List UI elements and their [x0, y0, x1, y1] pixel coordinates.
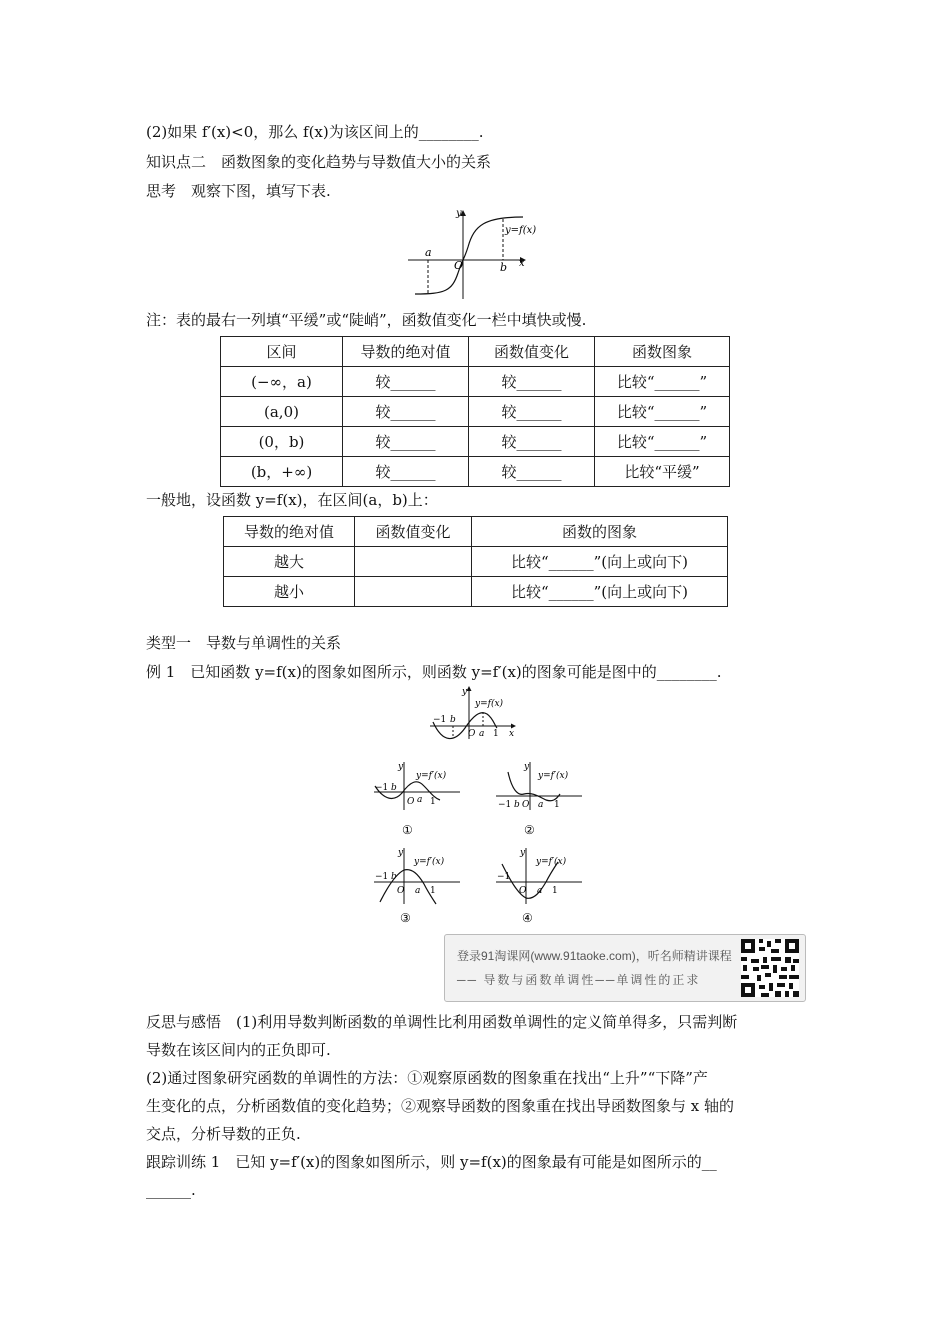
option-figure-2 [494, 760, 589, 844]
option-figure-4 [494, 846, 589, 930]
table-cell: 较______ [343, 457, 469, 487]
example-1: 例 1 已知函数 y=f(x)的图象如图所示，则函数 y=f′(x)的图象可能是图中的________. [146, 663, 722, 681]
table-row [224, 577, 728, 607]
table-1-col-2: 函数值变化 [469, 337, 595, 367]
table-1 [220, 336, 730, 487]
table-cell: 较______ [469, 457, 595, 487]
option-figure-3 [372, 846, 467, 930]
opt1-b: b [391, 783, 397, 793]
opt3-neg1: −1 [375, 872, 389, 882]
opt2-y: y [524, 762, 530, 772]
text-general: 一般地，设函数 y=f(x)，在区间(a，b)上： [146, 491, 438, 509]
opt3-one: 1 [430, 886, 436, 896]
opt4-o: O [519, 886, 527, 896]
text-line-1: (2)如果 f′(x)<0，那么 f(x)为该区间上的________. [146, 123, 484, 141]
table-2-col-2: 函数的图象 [472, 517, 728, 547]
opt3-label: y=f′(x) [414, 857, 445, 867]
banner-line-1: 登录91淘课网(www.91taoke.com)，听名师精讲课程 [457, 949, 732, 963]
table-cell: 较______ [469, 367, 595, 397]
table-cell: 越大 [224, 547, 355, 577]
fig1-x: x [519, 258, 525, 269]
table-cell: 比较“______” [595, 427, 730, 457]
opt1-a: a [417, 795, 423, 805]
table-row [221, 367, 730, 397]
fig2-top-label: y=f(x) [475, 699, 504, 709]
table-cell [355, 577, 472, 607]
fig1-curve-label: y=f(x) [505, 225, 537, 236]
table-cell: 比较“______”(向上或向下) [472, 577, 728, 607]
qr-code-icon [741, 939, 799, 997]
opt4-label: y=f′(x) [536, 857, 567, 867]
fig2-top-o: O [468, 729, 476, 739]
opt3-o: O [397, 886, 405, 896]
opt1-o: O [407, 797, 415, 807]
text-think: 思考 观察下图，填写下表. [146, 182, 331, 200]
table-cell: 比较“______” [595, 397, 730, 427]
table-cell: (−∞，a) [221, 367, 343, 397]
opt2-num: ② [524, 823, 535, 837]
opt3-b: b [391, 872, 397, 882]
table-2 [223, 516, 728, 607]
opt1-y: y [398, 762, 404, 772]
table-1-col-1: 导数的绝对值 [343, 337, 469, 367]
table-cell: 较______ [469, 427, 595, 457]
training-1-blank: ______. [146, 1181, 196, 1199]
table-2-header [224, 517, 728, 547]
opt1-label: y=f′(x) [416, 771, 447, 781]
table-cell [355, 547, 472, 577]
opt3-num: ③ [400, 911, 411, 925]
section-type-1: 类型一 导数与单调性的关系 [146, 634, 342, 652]
opt4-neg1: −1 [497, 872, 511, 882]
opt2-a: a [538, 800, 544, 810]
opt4-a: a [537, 886, 543, 896]
table-1-col-3: 函数图象 [595, 337, 730, 367]
reflection-2: 导数在该区间内的正负即可. [146, 1041, 331, 1059]
table-cell: 较______ [343, 397, 469, 427]
table-cell: 比较“平缓” [595, 457, 730, 487]
table-cell: 较______ [343, 367, 469, 397]
text-note: 注：表的最右一列填“平缓”或“陡峭”，函数值变化一栏中填快或慢. [146, 311, 587, 329]
training-1: 跟踪训练 1 已知 y=f′(x)的图象如图所示，则 y=f(x)的图象最有可能是如图所示的__ [146, 1153, 717, 1171]
table-cell: 比较“______” [595, 367, 730, 397]
fig2-top-b: b [450, 715, 456, 725]
course-banner[interactable] [444, 934, 806, 1002]
fig2-top-x: x [509, 729, 515, 739]
table-row [221, 397, 730, 427]
table-2-col-1: 函数值变化 [355, 517, 472, 547]
table-row [221, 457, 730, 487]
fig2-top-a: a [479, 729, 485, 739]
table-1-header [221, 337, 730, 367]
opt2-b: b [514, 800, 520, 810]
reflection-4: 生变化的点，分析函数值的变化趋势；②观察导函数的图象重在找出导函数图象与 x 轴的 [146, 1097, 734, 1115]
table-row [221, 427, 730, 457]
opt1-one: 1 [430, 797, 436, 807]
table-1-col-0: 区间 [221, 337, 343, 367]
opt1-neg1: −1 [375, 783, 389, 793]
opt3-y: y [398, 848, 404, 858]
table-cell: (a,0) [221, 397, 343, 427]
table-cell: (0，b) [221, 427, 343, 457]
opt2-o: O [522, 800, 530, 810]
reflection-3: (2)通过图象研究函数的单调性的方法：①观察原函数的图象重在找出“上升”“下降”产 [146, 1069, 708, 1087]
fig2-top-neg1: −1 [433, 715, 447, 725]
table-cell: 较______ [469, 397, 595, 427]
table-cell: (b，+∞) [221, 457, 343, 487]
opt4-num: ④ [522, 911, 533, 925]
opt2-one: 1 [554, 800, 560, 810]
opt4-one: 1 [552, 886, 558, 896]
figure-2-top [425, 684, 525, 746]
table-cell: 比较“______”(向上或向下) [472, 547, 728, 577]
section-heading: 知识点二 函数图象的变化趋势与导数值大小的关系 [146, 153, 492, 171]
reflection-5: 交点，分析导数的正负. [146, 1125, 301, 1143]
figure-1 [400, 203, 540, 307]
option-figure-1 [372, 760, 467, 844]
table-row [224, 547, 728, 577]
fig1-y: y [456, 208, 462, 219]
opt1-num: ① [402, 823, 413, 837]
fig1-b: b [500, 261, 508, 274]
fig1-o: O [454, 259, 464, 272]
opt4-y: y [520, 848, 526, 858]
table-cell: 较______ [343, 427, 469, 457]
opt3-a: a [415, 886, 421, 896]
opt2-label: y=f′(x) [538, 771, 569, 781]
table-cell: 越小 [224, 577, 355, 607]
opt2-neg1: −1 [498, 800, 512, 810]
table-2-col-0: 导数的绝对值 [224, 517, 355, 547]
reflection-1: 反思与感悟 (1)利用导数判断函数的单调性比利用函数单调性的定义简单得多，只需判断 [146, 1013, 738, 1031]
banner-line-2: ── 导数与函数单调性──单调性的正求 [457, 973, 701, 987]
fig2-top-y: y [462, 687, 468, 697]
fig1-a: a [425, 246, 432, 259]
fig2-top-one: 1 [493, 729, 499, 739]
